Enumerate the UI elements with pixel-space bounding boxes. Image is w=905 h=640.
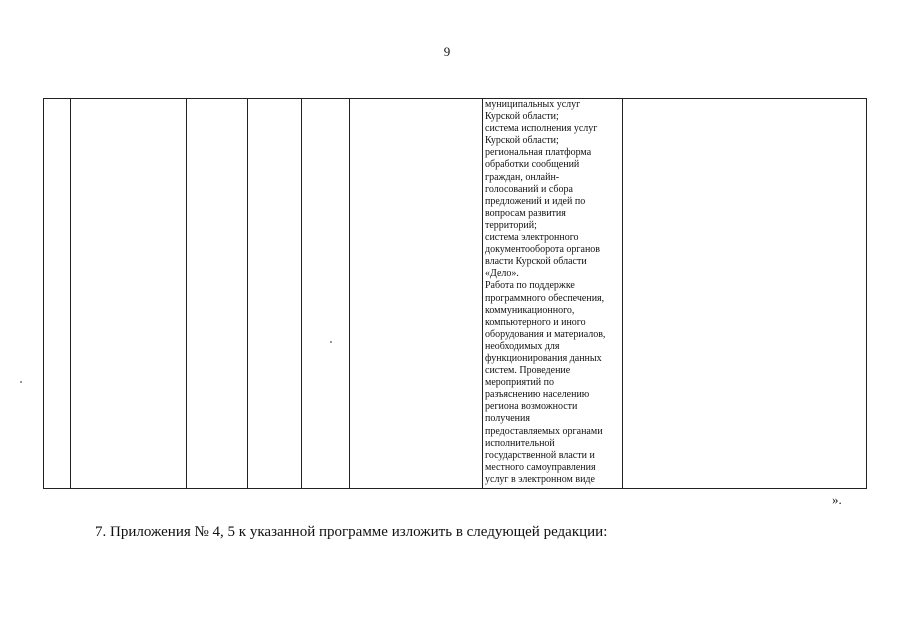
amendment-paragraph: 7. Приложения № 4, 5 к указанной программе изложить в следующей редакции: [95, 524, 608, 540]
table-column-divider [301, 99, 302, 488]
page-number: 9 [443, 44, 451, 59]
table-column-divider [247, 99, 248, 488]
continuation-table [43, 98, 867, 489]
table-column-divider [349, 99, 350, 488]
scan-speck [330, 341, 332, 343]
closing-quote: ». [832, 492, 842, 507]
table-column-divider [186, 99, 187, 488]
table-cell-description: муниципальных услуг Курской области; система исполнения услуг Курской области; региональная платформа обработки сообщений граждан, онлайн- голосований и сбора предложений и идей по вопросам развития территорий; система электронного документооборота органов власти Курской области «Дело». Работа по поддержке программного обеспечения, коммуникационного, компьютерного и иного оборудования и материалов, необходимых для функционирования данных систем. Проведение мероприятий по разъяснению населению региона возможности получения предоставляемых органами исполнительной государственной власти и местного самоуправления услуг в электронном виде [485, 99, 606, 485]
scan-speck [20, 381, 22, 383]
table-column-divider [70, 99, 71, 488]
table-column-divider [482, 99, 483, 488]
